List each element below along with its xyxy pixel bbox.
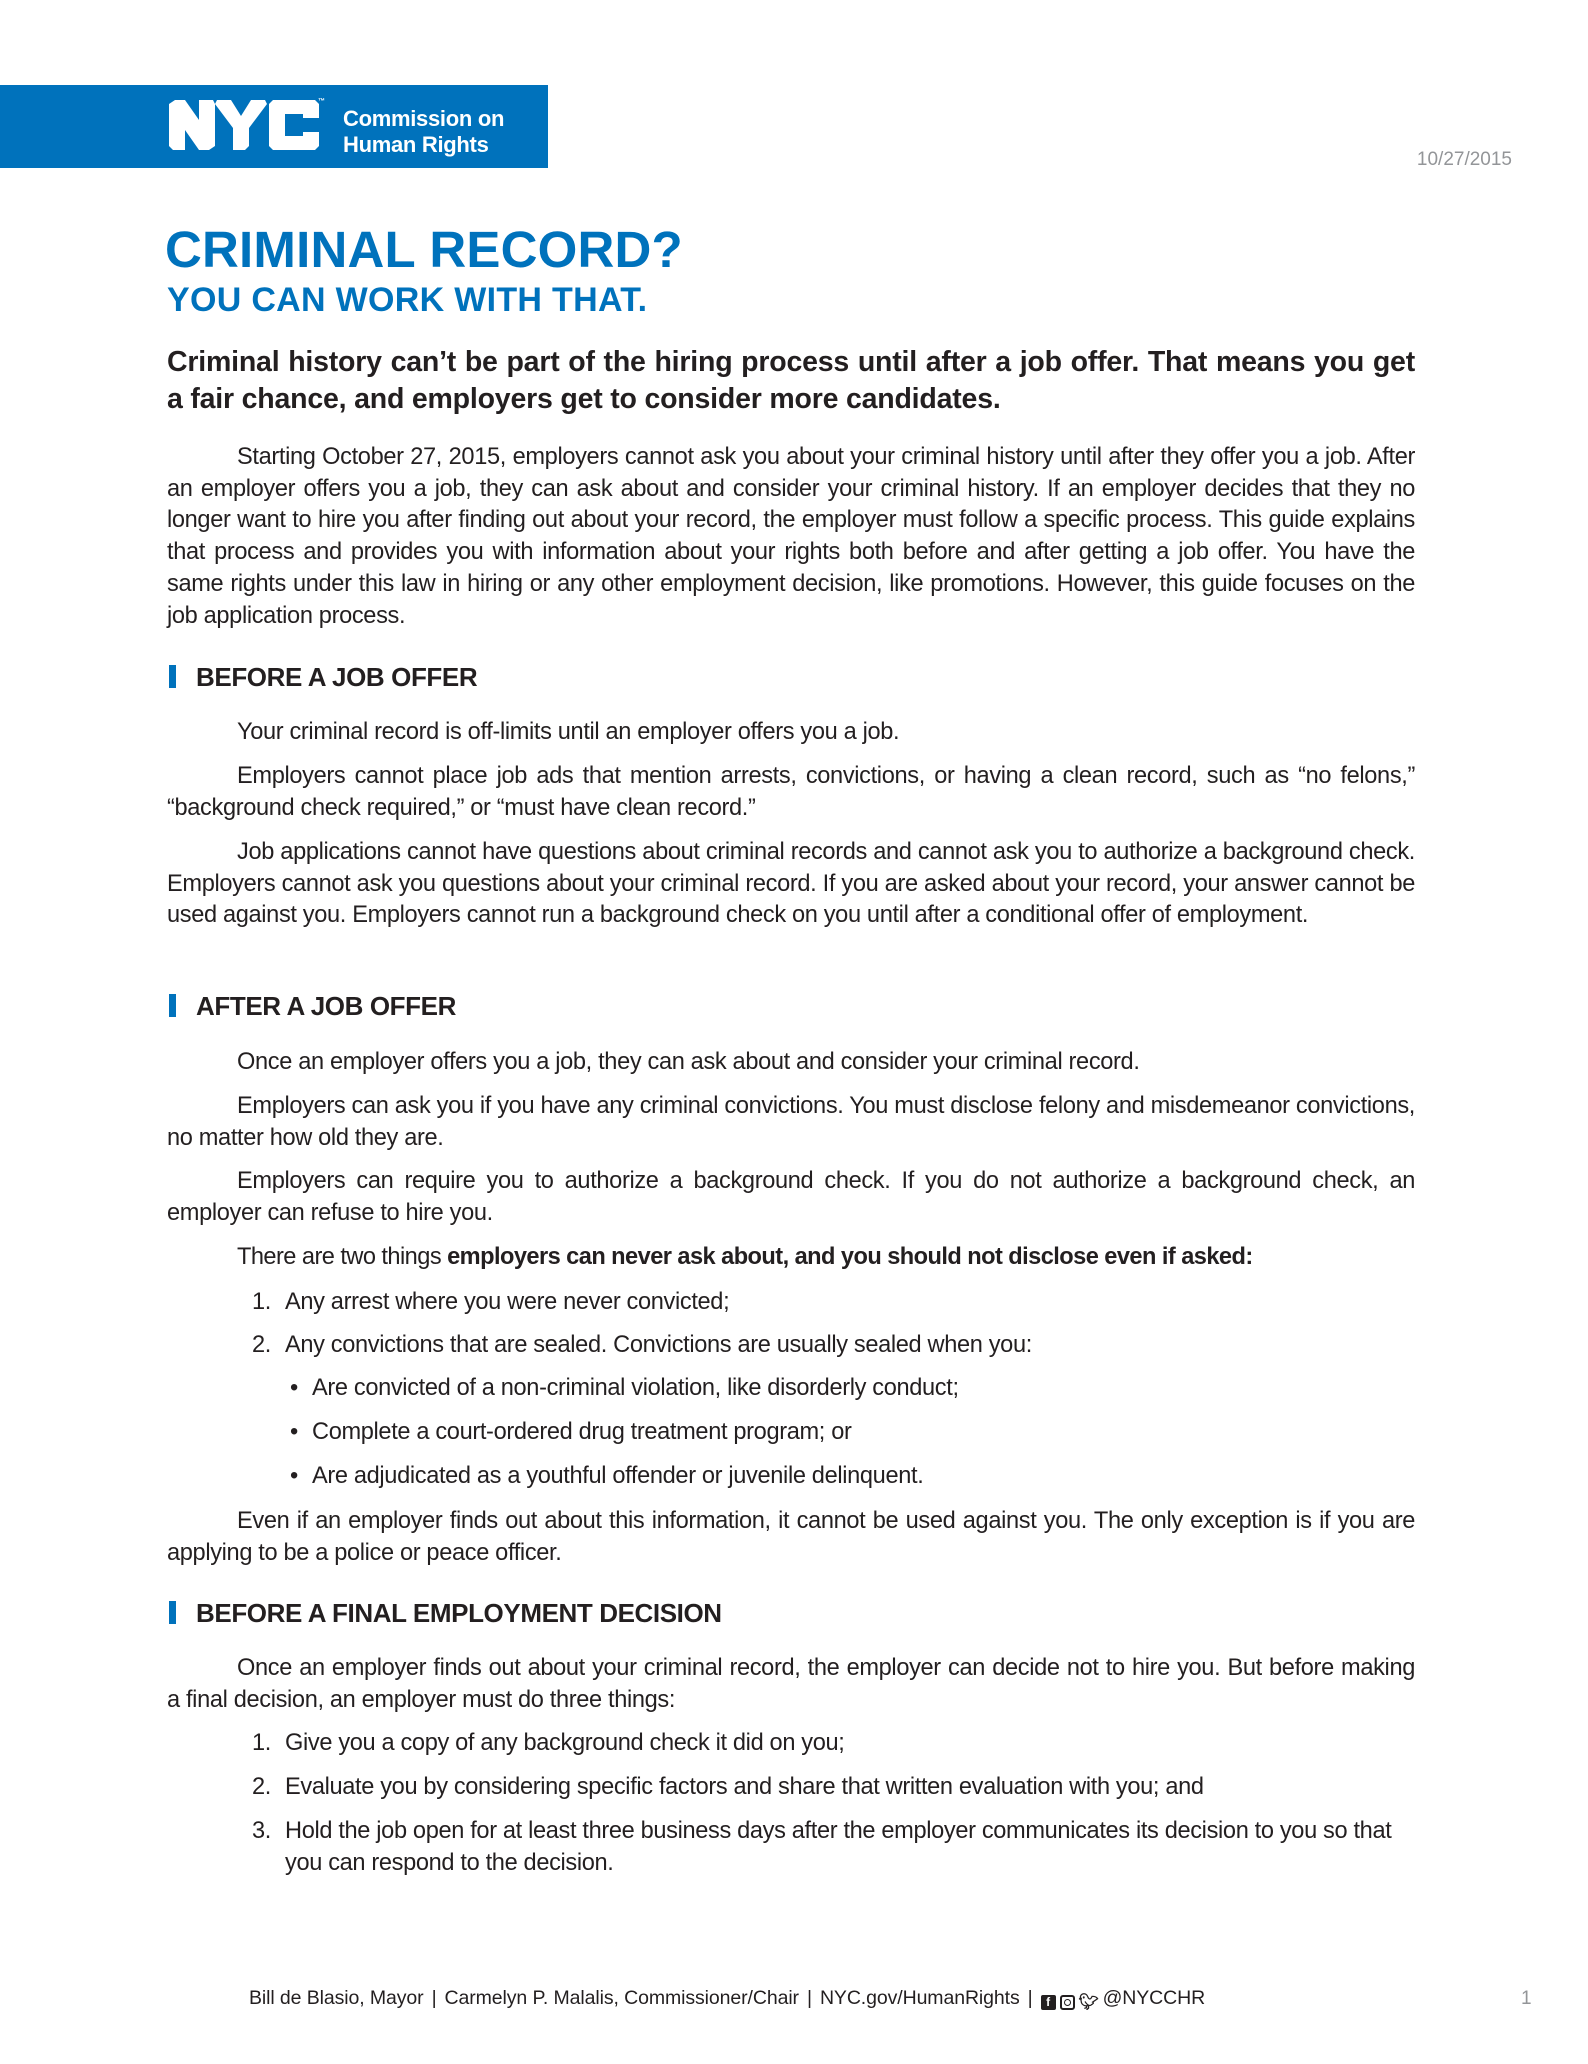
bullet-icon: • <box>290 1419 298 1445</box>
list-number: 2. <box>252 1332 271 1358</box>
list-text: Any arrest where you were never convicted; <box>285 1289 730 1315</box>
org-name <box>343 106 504 158</box>
section-marker <box>169 994 176 1017</box>
document-date: 10/27/2015 <box>1416 149 1512 170</box>
paragraph: Once an employer offers you a job, they can ask about and consider your criminal record. <box>237 1049 1140 1075</box>
list-number: 1. <box>252 1289 271 1315</box>
footer-mayor: Bill de Blasio, Mayor <box>249 1987 424 2009</box>
section-heading-before-final-decision <box>169 1600 722 1626</box>
paragraph: Employers can require you to authorize a background check. If you do not authorize a background check, an employer can refuse to hire you. <box>167 1168 1415 1226</box>
twitter-icon[interactable]: 🐦︎ <box>1078 1994 1099 2011</box>
two-things-emphasis: employers can never ask about, and you should not disclose even if asked: <box>447 1244 1253 1270</box>
list-text: Evaluate you by considering specific factors and share that written evaluation with you; and <box>285 1774 1204 1800</box>
section-heading-before-job-offer <box>169 664 477 690</box>
paragraph: Once an employer finds out about your criminal record, the employer can decide not to hire you. But before making a final decision, an employer must do three things: <box>167 1655 1415 1713</box>
list-item <box>252 1772 1415 1804</box>
paragraph: Employers can ask you if you have any criminal convictions. You must disclose felony and misdemeanor convictions, no matter how old they are. <box>167 1093 1415 1151</box>
section-heading-after-job-offer <box>169 993 456 1019</box>
nyc-logo <box>167 100 321 150</box>
list-number: 1. <box>252 1730 271 1756</box>
list-number: 2. <box>252 1774 271 1800</box>
paragraph-two-things <box>167 1242 1415 1274</box>
bullet-item <box>290 1373 959 1405</box>
footer-separator: | <box>806 1987 812 2009</box>
page-subtitle: YOU CAN WORK WITH THAT. <box>167 281 648 319</box>
footer-separator: | <box>431 1987 437 2009</box>
list-text: Give you a copy of any background check it did on you; <box>285 1730 845 1756</box>
paragraph: Even if an employer finds out about this information, it cannot be used against you. The only exception is if you are applying to be a police or peace officer. <box>167 1508 1415 1566</box>
section-heading-text: AFTER A JOB OFFER <box>196 991 456 1021</box>
footer-commissioner: Carmelyn P. Malalis, Commissioner/Chair <box>444 1987 799 2009</box>
facebook-icon[interactable]: f <box>1041 1995 1056 2010</box>
list-item <box>252 1816 1415 1879</box>
section-marker <box>169 1601 176 1624</box>
bullet-text: Are adjudicated as a youthful offender or juvenile delinquent. <box>312 1463 924 1489</box>
footer-separator: | <box>1027 1987 1033 2009</box>
paragraph: Job applications cannot have questions about criminal records and cannot ask you to authorize a background check. Employers cannot ask you questions about your criminal record. If you are asked about your record, your answer cannot be used against you. Employers cannot run a background check on you until after a conditional offer of employment. <box>167 839 1415 929</box>
section-heading-text: BEFORE A JOB OFFER <box>196 662 478 692</box>
bullet-item <box>290 1461 923 1493</box>
bullet-text: Are convicted of a non-criminal violation, like disorderly conduct; <box>312 1375 959 1401</box>
paragraph: Employers cannot place job ads that mention arrests, convictions, or having a clean record, such as “no felons,” “background check required,” or “must have clean record.” <box>167 763 1415 821</box>
footer <box>249 1986 1205 2010</box>
list-item <box>252 1728 1415 1760</box>
social-icons <box>1041 1995 1097 2010</box>
bullet-icon: • <box>290 1375 298 1401</box>
bullet-text: Complete a court-ordered drug treatment program; or <box>312 1419 852 1445</box>
org-name-line2: Human Rights <box>343 132 489 157</box>
section-marker <box>169 665 176 688</box>
intro-paragraph: Starting October 27, 2015, employers cannot ask you about your criminal history until after they offer you a job. After an employer offers you a job, they can ask about and consider your criminal history. If an employer decides that they no longer want to hire you after finding out about your record, the employer must follow a specific process. This guide explains that process and provides you with information about your rights both before and after getting a job offer. You have the same rights under this law in hiring or any other employment decision, like promotions. However, this guide focuses on the job application process. <box>167 444 1415 629</box>
list-number: 3. <box>252 1818 271 1844</box>
section-heading-text: BEFORE A FINAL EMPLOYMENT DECISION <box>196 1598 722 1628</box>
bullet-item <box>290 1417 851 1449</box>
footer-handle[interactable]: @NYCCHR <box>1102 1987 1206 2009</box>
footer-website-link[interactable]: NYC.gov/HumanRights <box>819 1987 1020 2009</box>
list-text: Any convictions that are sealed. Convictions are usually sealed when you: <box>285 1332 1032 1358</box>
page-title: CRIMINAL RECORD? <box>165 221 683 278</box>
trademark-mark: ™ <box>318 98 325 105</box>
bullet-icon: • <box>290 1463 298 1489</box>
list-item <box>252 1330 1415 1362</box>
lede-paragraph: Criminal history can’t be part of the hiring process until after a job offer. That means you get a fair chance, and employers get to consider more candidates. <box>167 346 1415 415</box>
two-things-intro: There are two things <box>237 1244 448 1270</box>
list-text: Hold the job open for at least three business days after the employer communicates its decision to you so that you can respond to the decision. <box>285 1818 1392 1876</box>
list-item <box>252 1287 1415 1319</box>
page-number: 1 <box>1521 1988 1532 2009</box>
instagram-icon[interactable] <box>1060 1995 1075 2010</box>
paragraph: Your criminal record is off-limits until an employer offers you a job. <box>237 719 900 745</box>
org-name-line1: Commission on <box>343 106 505 131</box>
